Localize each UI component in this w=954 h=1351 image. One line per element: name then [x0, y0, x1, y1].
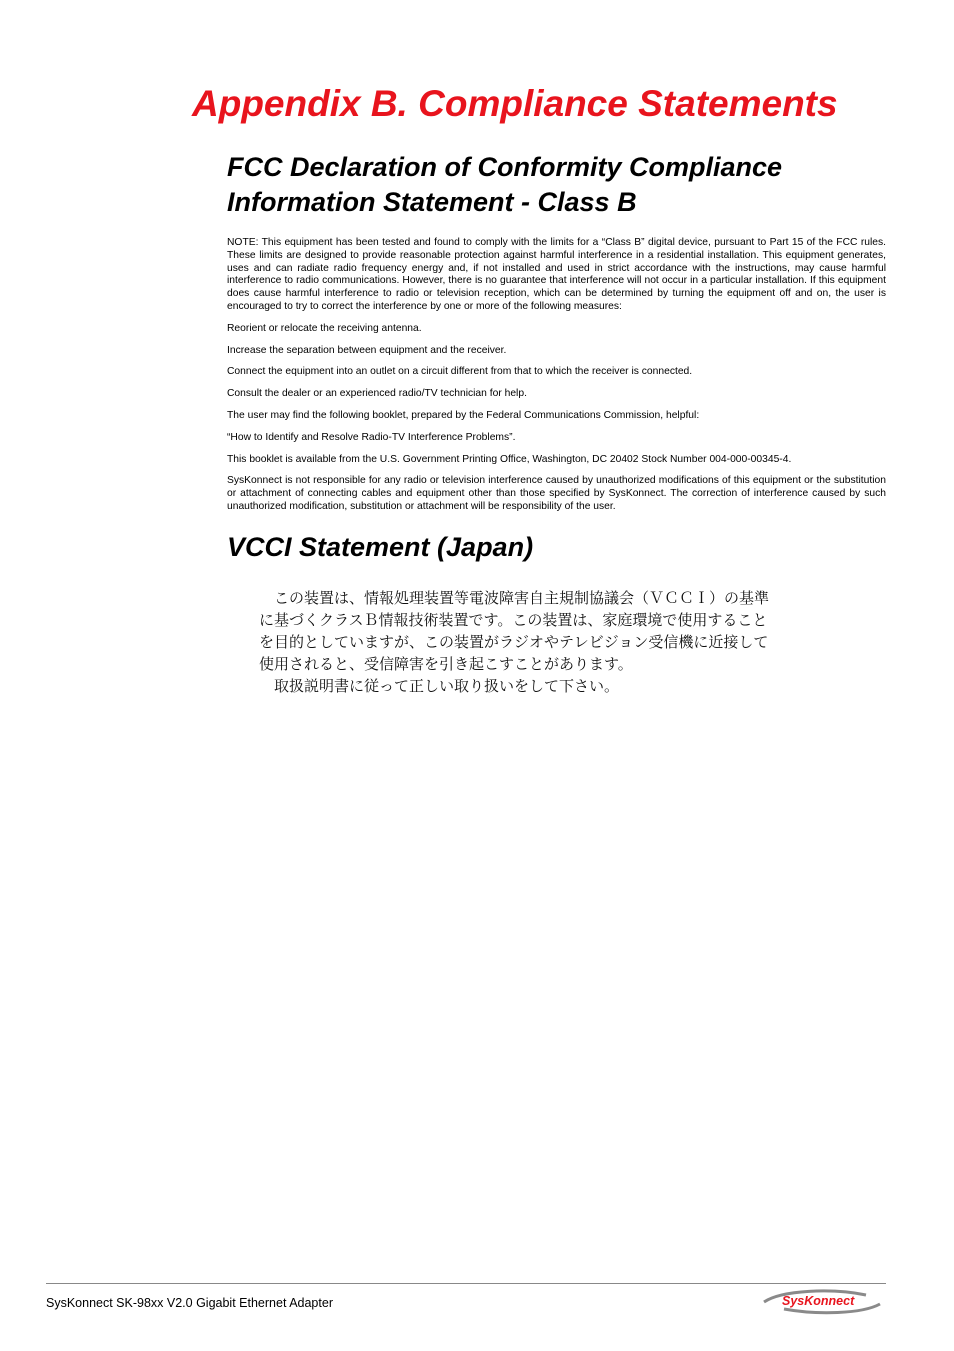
vcci-heading: VCCI Statement (Japan): [227, 531, 534, 562]
vcci-statement-japanese: [259, 587, 819, 697]
fcc-note-paragraph: NOTE: This equipment has been tested and found to comply with the limits for a “Class B” digital device, pursuant to Part 15 of the FCC rules. These limits are designed to provide reasonable protection against harmful interference in a residential installation. This equipment generates, uses and can radiate radio frequency energy and, if not installed and used in strict accordance with the instructions, may cause harmful interference to radio communications. However, there is no guarantee that interference will not occur in a particular installation. If this equipment does cause harmful interference to radio or television reception, which can be determined by turning the equipment off and on, the user is encouraged to try to correct the interference by one or more of the following measures:: [227, 237, 886, 312]
fcc-measure-separation: Increase the separation between equipment and the receiver.: [227, 344, 507, 356]
vcci-line: この装置は、情報処理装置等電波障害自主規制協議会（ＶＣＣＩ）の基準: [274, 588, 770, 607]
syskonnect-logo: [762, 1288, 882, 1316]
fcc-heading-line2: Information Statement - Class B: [227, 187, 637, 217]
main-content: [227, 150, 886, 697]
fcc-heading-line1: FCC Declaration of Conformity Compliance: [227, 152, 783, 182]
logo-wordmark: SysKonnect: [782, 1294, 855, 1308]
fcc-responsibility-paragraph: SysKonnect is not responsible for any radio or television interference caused by unauthorized modifications of this equipment or the substitution or attachment of connecting cables and equipment other than those specified by SysKonnect. The correction of interference caused by such unauthorized modification, substitution or attachment will be responsibility of the user.: [227, 475, 886, 512]
fcc-measure-outlet: Connect the equipment into an outlet on a circuit different from that to which the receiver is connected.: [227, 366, 693, 378]
vcci-line: に基づくクラスＢ情報技術装置です。この装置は、家庭環境で使用すること: [259, 610, 768, 629]
fcc-measure-consult: Consult the dealer or an experienced radio/TV technician for help.: [227, 388, 527, 400]
fcc-measure-reorient: Reorient or relocate the receiving antenna.: [227, 322, 422, 334]
appendix-title: Appendix B. Compliance Statements: [192, 83, 838, 124]
fcc-booklet-intro: The user may find the following booklet, prepared by the Federal Communications Commission, helpful:: [227, 409, 700, 421]
footer-product-name: SysKonnect SK-98xx V2.0 Gigabit Ethernet Adapter: [46, 1296, 333, 1310]
fcc-booklet-title: “How to Identify and Resolve Radio-TV Interference Problems”.: [227, 431, 516, 443]
fcc-booklet-availability: This booklet is available from the U.S. Government Printing Office, Washington, DC 20402 Stock Number 004-000-00345-4.: [227, 453, 792, 465]
vcci-line: 取扱説明書に従って正しい取り扱いをして下さい。: [274, 676, 620, 695]
fcc-heading: [227, 150, 886, 220]
vcci-line: を目的としていますが、この装置がラジオやテレビジョン受信機に近接して: [259, 632, 769, 651]
page-footer: [46, 1283, 886, 1310]
vcci-line: 使用されると、受信障害を引き起こすことがあります。: [259, 654, 633, 673]
